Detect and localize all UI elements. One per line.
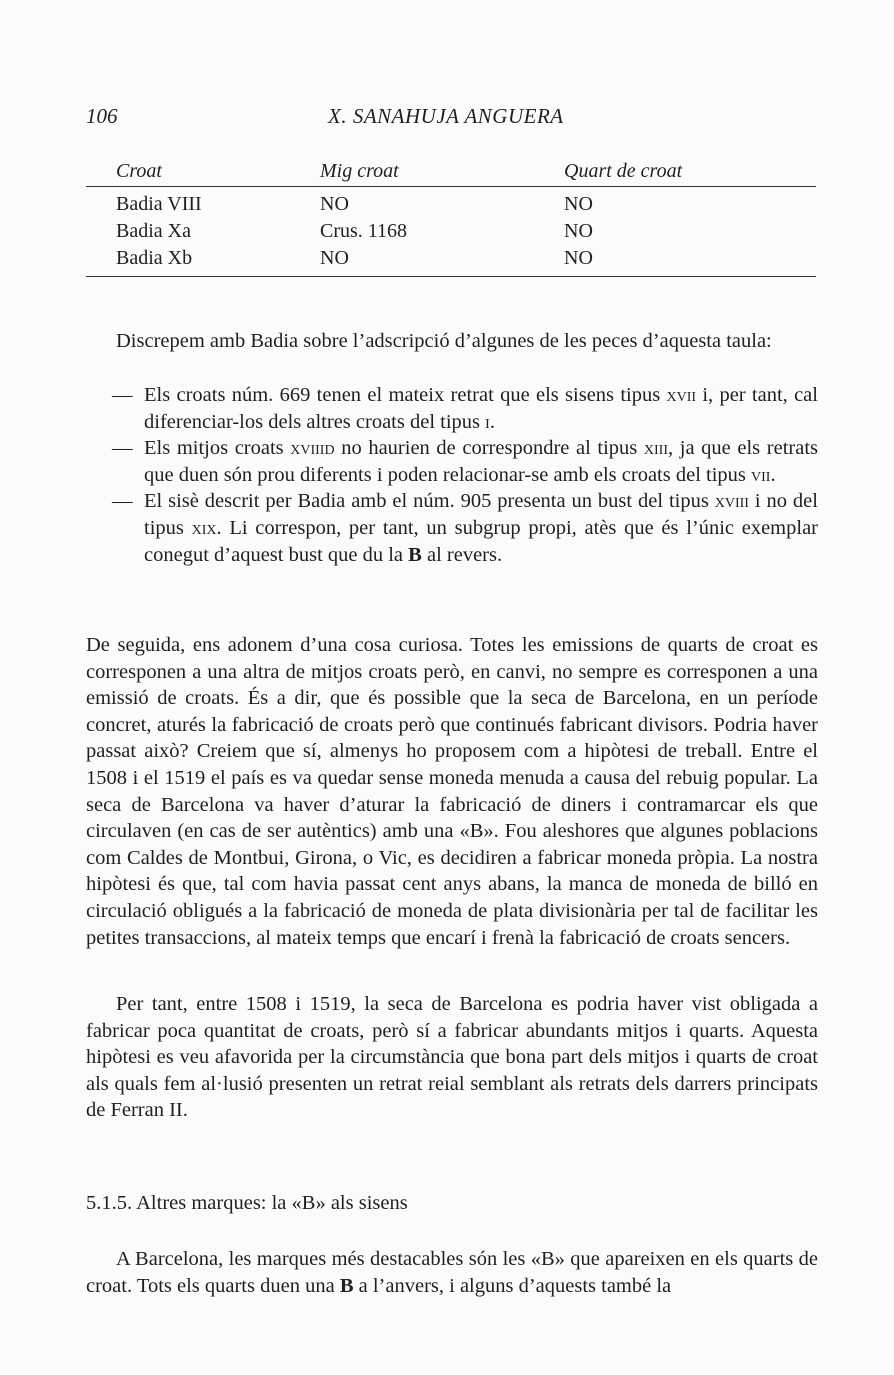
table-cell: Badia VIII <box>116 193 202 215</box>
running-header <box>86 104 826 134</box>
text-run: . <box>489 410 495 433</box>
text-run: El sisè descrit per Badia amb el núm. 905 presenta un bust del tipus <box>144 490 715 513</box>
dash-marker: — <box>112 490 133 513</box>
dash-marker: — <box>112 437 133 460</box>
bold-letter: B <box>408 543 422 566</box>
list-item <box>86 488 818 568</box>
page-number: 106 <box>86 104 118 128</box>
table-top-rule <box>86 186 816 187</box>
column-header: Mig croat <box>320 160 399 182</box>
running-title: X. SANAHUJA ANGUERA <box>328 104 564 128</box>
roman-numeral: vii <box>751 463 771 486</box>
body-paragraph: Per tant, entre 1508 i 1519, la seca de Barcelona es podria haver vist obligada a fabricar poca quantitat de croats, però sí a fabricar abundants mitjos i quarts. Aquesta hipòtesi es veu afavorida per la circumstància que bona part dels mitjos i quarts de croat als quals fem al·lusió presenten un retrat reial semblant als retrats dels darrers principats de Ferran II. <box>86 993 818 1122</box>
intro-paragraph: Discrepem amb Badia sobre l’adscripció d’algunes de les peces d’aquesta taula: <box>116 330 772 352</box>
table-cell: NO <box>320 247 349 269</box>
table-cell: NO <box>320 193 349 215</box>
text-run: a l’anvers, i alguns d’aquests també la <box>353 1274 672 1297</box>
comparison-table <box>86 160 816 277</box>
bold-letter: B <box>339 1274 354 1297</box>
roman-numeral: xvii <box>666 384 697 406</box>
text-run: i, per tant, cal diferenciar-los dels altres croats del tipus <box>144 384 818 433</box>
table-row <box>86 193 816 220</box>
table-bottom-rule <box>86 276 816 277</box>
text-run: no haurien de correspondre al tipus <box>334 437 644 460</box>
table-header-row <box>86 160 816 186</box>
table-cell: Badia Xa <box>116 220 191 242</box>
list-item <box>86 435 818 488</box>
table-cell: Crus. 1168 <box>320 220 408 242</box>
section-heading: 5.1.5. Altres marques: la «B» als sisens <box>86 1192 408 1214</box>
text-run: . <box>770 463 776 486</box>
bullet-list <box>86 382 818 568</box>
text-run: Els croats núm. 669 tenen el mateix retrat que els sisens tipus <box>144 384 667 406</box>
body-paragraph: De seguida, ens adonem d’una cosa curiosa. Totes les emissions de quarts de croat es corresponen a una altra de mitjos croats però, en canvi, no sempre es corresponen a una emissió de croats. És a dir, que és possible que la seca de Barcelona, en un període concret, aturés la fabricació de croats però que continués fabricant divisors. Podria haver passat això? Creiem que sí, almenys ho proposem com a hipòtesi de treball. Entre el 1508 i el 1519 el país es va quedar sense moneda menuda a causa del rebuig popular. La seca de Barcelona va haver d’aturar la fabricació de diners i contramarcar els que circulaven (en cas de ser autèntics) amb una «B». Fou aleshores que algunes poblacions com Caldes de Montbui, Girona, o Vic, es decidiren a fabricar moneda pròpia. La nostra hipòtesi és que, tal com havia passat cent anys abans, la manca de moneda de billó en circulació obligués a la fabricació de moneda de plata divisionària per tal de facilitar les petites transaccions, al mateix temps que encarí i frenà la fabricació de croats sencers. <box>86 634 818 949</box>
text-run: , ja que els retrats que duen són prou diferents i poden relacionar-se amb els croats del tipus <box>144 437 818 486</box>
table-cell: NO <box>564 247 593 269</box>
roman-numeral: xviii <box>714 490 749 513</box>
table-cell: Badia Xb <box>116 247 193 269</box>
list-item <box>86 382 818 435</box>
body-paragraph <box>86 1246 818 1299</box>
table-cell: NO <box>564 220 593 242</box>
column-header: Quart de croat <box>564 160 683 182</box>
text-run: A Barcelona, les marques més destacables són les «B» que apareixen en els quarts de croat. Tots els quarts duen una <box>86 1248 818 1297</box>
text-run: al revers. <box>421 543 503 566</box>
roman-numeral: xiii <box>643 437 669 460</box>
table-row <box>86 247 816 274</box>
text-run: . Li correspon, per tant, un subgrup propi, atès que és l’únic exemplar conegut d’aquest bust que du la <box>144 516 818 566</box>
roman-numeral: i <box>485 410 490 433</box>
roman-numeral: xviiid <box>290 437 335 460</box>
column-header: Croat <box>116 160 162 182</box>
text-run: Els mitjos croats <box>144 437 291 460</box>
table-row <box>86 220 816 247</box>
text-run: i no del tipus <box>144 490 818 539</box>
table-cell: NO <box>564 193 593 215</box>
roman-numeral: xix <box>191 516 217 539</box>
dash-marker: — <box>112 384 133 406</box>
